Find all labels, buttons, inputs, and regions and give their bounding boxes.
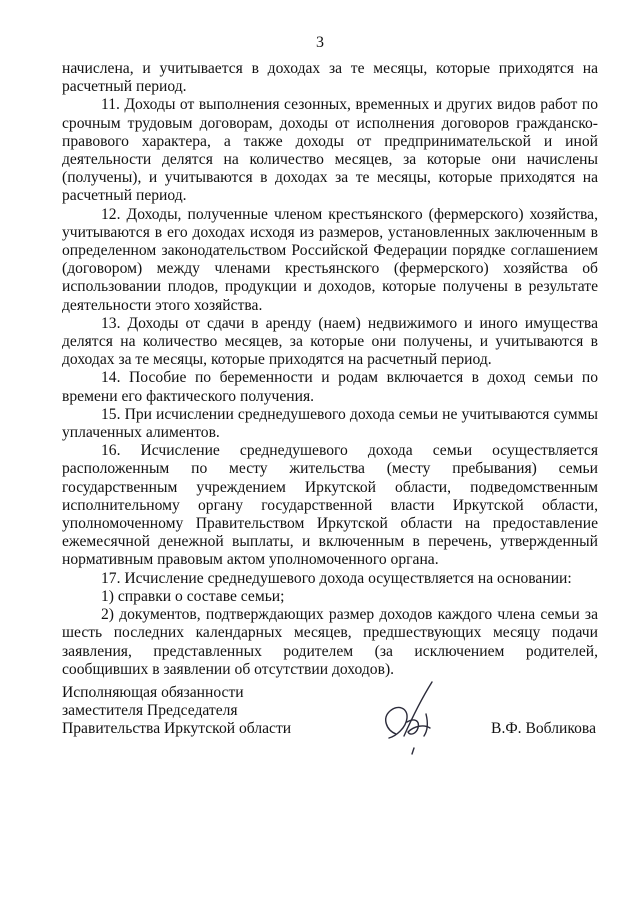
handwritten-signature bbox=[374, 678, 444, 756]
page-number: 3 bbox=[316, 34, 324, 51]
signatory-position-line: Правительства Иркутской области bbox=[62, 720, 292, 738]
paragraph-17: 17. Исчисление среднедушевого дохода осуществляется на основании: bbox=[101, 569, 572, 587]
signatory-position-line: заместителя Председателя bbox=[62, 702, 238, 720]
signatory-position-line: Исполняющая обязанности bbox=[62, 684, 244, 701]
signature-stroke bbox=[412, 748, 414, 754]
paragraph-12: 12. Доходы, полученные членом крестьянского (фермерского) хозяйства, учитываются в его доходах исходя из размеров, установленных заключенным в определенном законодательством Российской Федерации порядке соглашением (договором) между членами крестьянского (фермерского) хозяйства об использовании плодов, продукции и доходов, которые получены в результате деятельности этого хозяйства. bbox=[62, 205, 598, 314]
paragraph-11: 11. Доходы от выполнения сезонных, временных и других видов работ по срочным трудовым договорам, доходы от исполнения договоров гражданско-правового характера, а также доходы от предпринимательской и иной деятельности делятся на количество месяцев, за которые они начислены (получены), и учитываются в доходах за те месяцы, которые приходятся на расчетный период. bbox=[62, 96, 598, 205]
signatory-position bbox=[62, 684, 342, 739]
signature-block bbox=[62, 684, 598, 764]
paragraph-13: 13. Доходы от сдачи в аренду (наем) недвижимого и иного имущества делятся на количество месяцев, за которые они получены, и учитываются в доходах за те месяцы, которые приходятся на расчетный период. bbox=[62, 314, 598, 369]
paragraph-17-item-2: 2) документов, подтверждающих размер доходов каждого члена семьи за шесть последних календарных месяцев, предшествующих месяцу подачи заявления, представленных родителем (за исключением родителей, сообщивших в заявлении об отсутствии доходов). bbox=[62, 606, 598, 678]
signatory-name: В.Ф. Вобликова bbox=[491, 720, 596, 737]
paragraph-16: 16. Исчисление среднедушевого дохода семьи осуществляется расположенным по месту жительства (месту пребывания) семьи государственным учреждением Иркутской области, подведомственным исполнительному органу государственной власти Иркутской области, уполномоченному Правительством Иркутской области на предоставление ежемесячной денежной выплаты, и включенным в перечень, утвержденный нормативным правовым актом уполномоченного органа. bbox=[62, 442, 598, 569]
paragraph-continuation: начислена, и учитывается в доходах за те месяцы, которые приходятся на расчетный период. bbox=[62, 60, 598, 96]
signature-stroke bbox=[424, 714, 427, 736]
paragraph-17-item-1: 1) справки о составе семьи; bbox=[101, 587, 285, 605]
paragraph-14: 14. Пособие по беременности и родам включается в доход семьи по времени его фактического получения. bbox=[62, 369, 598, 405]
signature-stroke bbox=[386, 707, 407, 738]
document-body bbox=[62, 60, 598, 679]
paragraph-15: 15. При исчислении среднедушевого дохода семьи не учитываются суммы уплаченных алиментов. bbox=[62, 405, 598, 442]
